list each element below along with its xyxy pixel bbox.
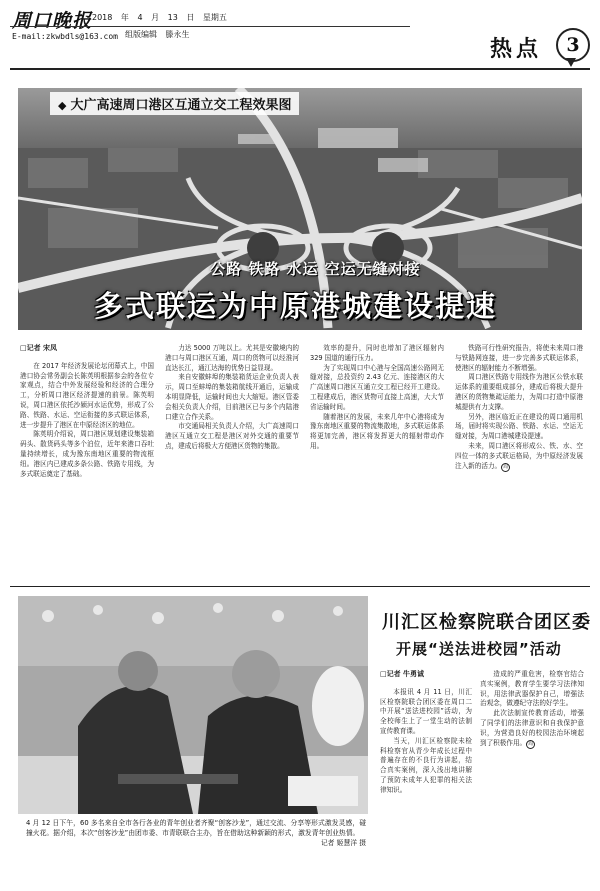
- issue-date: 2018 年 4 月 13 日 星期五: [92, 13, 227, 22]
- paragraph: 来自安徽蚌埠的集装箱货运企业负责人表示，周口至蚌埠的集装箱航线开通后，运输成本明显降低，运输时间也大大缩短。港区管委会相关负责人介绍，目前港区已与多个内陆港口建立合作关系。: [165, 373, 299, 421]
- page-number-badge: 3: [556, 28, 590, 62]
- paragraph: 当天，川汇区检察院未检科检察官从青少年成长过程中普遍存在的不良行为讲起，结合真实案例，深入浅出地讲解了预防未成年人犯罪的相关法律知识。: [380, 736, 472, 794]
- story-divider: [10, 586, 590, 587]
- diamond-bullet-icon: ◆: [58, 99, 67, 112]
- paragraph: 造成的严重危害，检察官结合真实案例，教育学生要学习法律知识，用法律武器保护自己，增强法治观念，做遵纪守法的好学生。: [480, 670, 584, 708]
- paragraph: 随着港区的发展，未来几年中心港将成为豫东南地区重要的物流集散地，多式联运体系将更加完善，港区将发挥更大的辐射带动作用。: [310, 412, 444, 450]
- lead-column-4: [455, 344, 583, 472]
- photo-credit: 记者 姬慧洋 摄: [320, 839, 366, 847]
- second-column-2: [480, 670, 584, 749]
- second-column-1: [380, 670, 472, 796]
- paragraph: 为了实现周口中心港与全国高速公路网无缝对接，总投资约 2.43 亿元、连接港区的大广高速周口港区互通立交工程已经开工建设。工程建成后，港区货物可直接上高速，大大节省运输时间。: [310, 363, 444, 411]
- masthead-rule: [10, 26, 410, 27]
- lead-column-1: [20, 344, 154, 479]
- second-headline-line-1: 川汇区检察院联合团区委: [382, 612, 591, 633]
- paragraph: 未来，周口港区将形成公、铁、水、空四位一体的多式联运格局，为中原经济发展注入新的活力。 周: [455, 441, 583, 470]
- paragraph: 在 2017 年经济发展论坛闭幕式上，中国港口协会常务副会长陈英明根据参会的各位专家观点，结合中外发展经验和经济的合理分工，分析周口港区经济提速的前景。陈英明说，周口港区依托沙颍河水运优势，形成了公路、铁路、水运、空运衔接的多式联运体系，进一步提升了港区在中原经济区的地位。: [20, 361, 154, 429]
- paragraph: 周口港区铁路专用线作为港区公铁水联运体系的重要组成部分，建成后将极大提升港区的货物集疏运能力，为周口打造中原港城提供有力支撑。: [455, 373, 583, 411]
- header-divider: [10, 68, 590, 70]
- contact-email[interactable]: E-mail:zkwbdls@163.com: [12, 32, 118, 41]
- caption-text: 4 月 12 日下午，60 多名来自全市各行各业的青年创业者齐聚“创客沙龙”，通过交流、分享等形式激发灵感，碰撞火花。据介绍，本次“创客沙龙”由团市委、市青联联合主办，旨在借助这种新颖的形式，激发青年创业热情。: [26, 819, 366, 837]
- lead-headline: 多式联运为中原港城建设提速: [94, 289, 498, 323]
- photo-caption: [26, 818, 366, 848]
- section-title: 热点: [490, 36, 543, 62]
- newspaper-logo: 周口晚报: [12, 10, 93, 32]
- second-byline: □记者 牛勇诚: [380, 670, 425, 678]
- image-caption: ◆ 大广高速周口港区互通立交工程效果图: [50, 92, 299, 115]
- lead-subheadline: 公路 铁路 水运 空运无缝对接: [210, 260, 421, 278]
- salon-scene: [18, 596, 368, 814]
- paragraph: 另外，港区临近正在建设的周口通用机场，届时将实现公路、铁路、水运、空运无缝对接，为周口港城建设提速。: [455, 412, 583, 441]
- end-mark-icon: 周: [528, 740, 534, 747]
- lead-column-3: [310, 344, 444, 452]
- event-photo: [18, 596, 368, 814]
- lead-column-2: [165, 344, 299, 452]
- paragraph: 本报讯 4 月 11 日，川汇区检察院联合团区委在周口二中开展“送法进校园”活动，为全校师生上了一堂生动的法制宣传教育课。: [380, 687, 472, 735]
- paragraph: 效率的提升，同时也增加了港区辐射内 329 国道的通行压力。: [310, 344, 444, 362]
- masthead: [0, 0, 600, 86]
- lead-photo: [18, 88, 582, 330]
- lead-byline: □记者 宋凤: [20, 344, 58, 352]
- paragraph: 此次法制宣传教育活动，增强了同学们的法律意识和自我保护意识，为营造良好的校园法治环境起到了积极作用。 周: [480, 709, 584, 747]
- paragraph: 铁路可行性研究报告，将使未来周口港与铁路网连接，进一步完善多式联运体系，使港区的辐射能力不断增强。: [455, 344, 583, 372]
- paragraph: 力达 5000 万吨以上。尤其是安徽境内的港口与周口港区互通，周口的货物可以经淮河直达长江，通江达海的优势日益显现。: [165, 344, 299, 372]
- end-mark-icon: 周: [503, 463, 509, 470]
- editor-credit: 组版编辑 滕永生: [125, 30, 190, 39]
- pin-marker-icon: [566, 58, 576, 67]
- second-headline-line-2: 开展“送法进校园”活动: [396, 640, 562, 658]
- paragraph: 市交通局相关负责人介绍，大广高速周口港区互通立交工程是港区对外交通的重要节点，建成后将极大方便港区货物的集散。: [165, 422, 299, 450]
- paragraph: 陈英明介绍说，周口港区规划建设集装箱码头、散货码头等多个泊位，近年来港口吞吐量持续增长，成为豫东南地区重要的物流枢纽。港区内已建成多条公路、铁路专用线，为多式联运奠定了基础。: [20, 430, 154, 478]
